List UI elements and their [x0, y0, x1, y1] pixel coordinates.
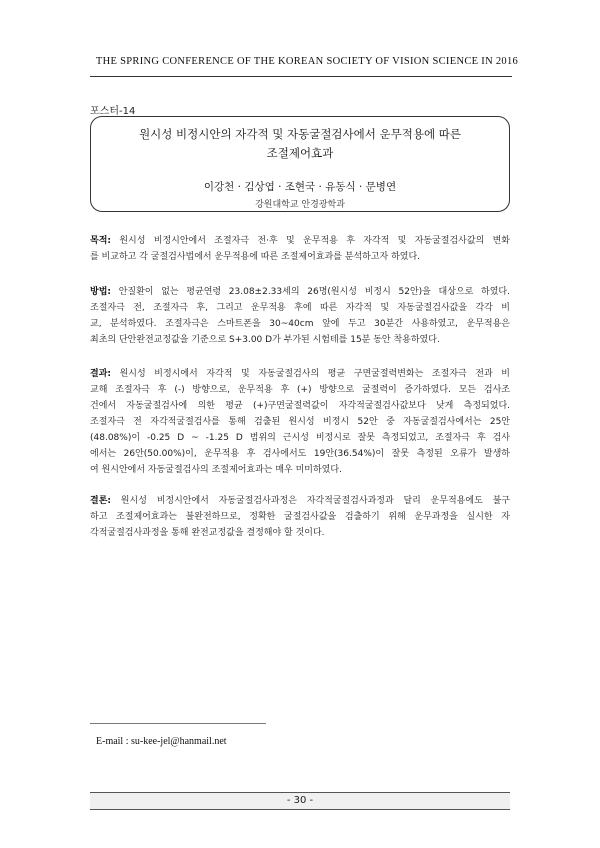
header-divider [90, 76, 512, 77]
title-box [90, 116, 510, 212]
author-list: 이강천 · 김상엽 · 조현국 · 유동식 · 문병연 [203, 181, 397, 193]
results-line: 원시성 비정시에서 자각적 및 자동굴절검사의 평균 구면굴절력변화는 조절자극 전과 비 [111, 369, 510, 379]
conclusion-line: 원시성 비정시안에서 자동굴절검사과정은 자각적굴절검사과정과 달리 운무적용에도 불구 [111, 496, 510, 506]
methods-section [90, 284, 510, 348]
results-line: 에서는 26안(50.00%)이, 운무적용 후 검사에서도 19안(36.54%)이 잘못 측정된 오류가 발생하 [90, 449, 510, 459]
conference-header: THE SPRING CONFERENCE OF THE KOREAN SOCIETY OF VISION SCIENCE IN 2016 [95, 56, 519, 67]
objective-section [90, 233, 510, 265]
results-line: 여 원시안에서 자동굴절검사의 조절제어효과는 매우 미미하였다. [90, 465, 342, 475]
results-label: 결과: [90, 369, 111, 379]
objective-line: 원시성 비정시안에서 조절자극 전·후 및 운무적용 후 자각적 및 자동굴절검사값의 변화 [111, 236, 510, 246]
title-line-1: 원시성 비정시안의 자각적 및 자동굴절검사에서 운무적용에 따른 [139, 127, 461, 141]
methods-line: 조절자극 전, 조절자극 후, 그리고 운무적용 후에 따른 자각적 및 자동굴절검사값을 각각 비 [90, 303, 510, 313]
methods-line: 교, 분석하였다. 조절자극은 스마트폰을 30~40cm 앞에 두고 30분간 사용하였고, 운무적용은 [90, 319, 510, 329]
title-line-2: 조절제어효과 [266, 146, 334, 160]
conclusion-line: 각적굴절검사과정을 통해 완전교정값을 결정해야 할 것이다. [90, 528, 325, 538]
conclusion-section [90, 493, 510, 541]
results-section [90, 366, 510, 478]
author-email: E-mail : su-kee-jel@hanmail.net [96, 736, 227, 747]
affiliation: 강원대학교 안경광학과 [255, 200, 345, 210]
poster-label: 포스터-14 [90, 106, 136, 117]
conclusion-line: 하고 조절제어효과는 불완전하므로, 정확한 굴절검사값을 검출하기 위해 운무과정을 실시한 자 [90, 512, 510, 522]
footnote-divider [90, 723, 266, 724]
results-line: (48.08%)이 -0.25 D ~ -1.25 D 범위의 근시성 비정시로 잘못 측정되었고, 조절자극 후 검사 [90, 433, 510, 443]
page-number-bar [90, 792, 510, 810]
page-number: - 30 - [286, 795, 314, 806]
results-line: 건에서 자동굴절검사에 의한 평균 (+)구면굴절력값이 자각적굴절검사값보다 낮게 측정되었다. [90, 401, 510, 411]
conclusion-label: 결론: [90, 496, 111, 506]
methods-label: 방법: [90, 287, 111, 297]
methods-line: 안질환이 없는 평균연령 23.08±2.33세의 26명(원시성 비정시 52안)을 대상으로 하였다. [111, 287, 510, 297]
methods-line: 최초의 단안완전교정값을 기준으로 S+3.00 D가 부가된 시험테를 15분 동안 착용하였다. [90, 335, 440, 345]
paper-title [91, 125, 509, 163]
results-line: 교해 조절자극 후 (-) 방향으로, 운무적용 후 (+) 방향으로 굴절력이 증가하였다. 모든 검사조 [90, 385, 510, 395]
objective-line: 를 비교하고 각 굴절검사법에서 운무적용에 따른 조절제어효과를 분석하고자 하였다. [90, 252, 421, 262]
results-line: 조절자극 전 자각적굴절검사를 통해 검출된 원시성 비정시 52안 중 자동굴절검사에서는 25안 [90, 417, 510, 427]
objective-label: 목적: [90, 236, 111, 246]
